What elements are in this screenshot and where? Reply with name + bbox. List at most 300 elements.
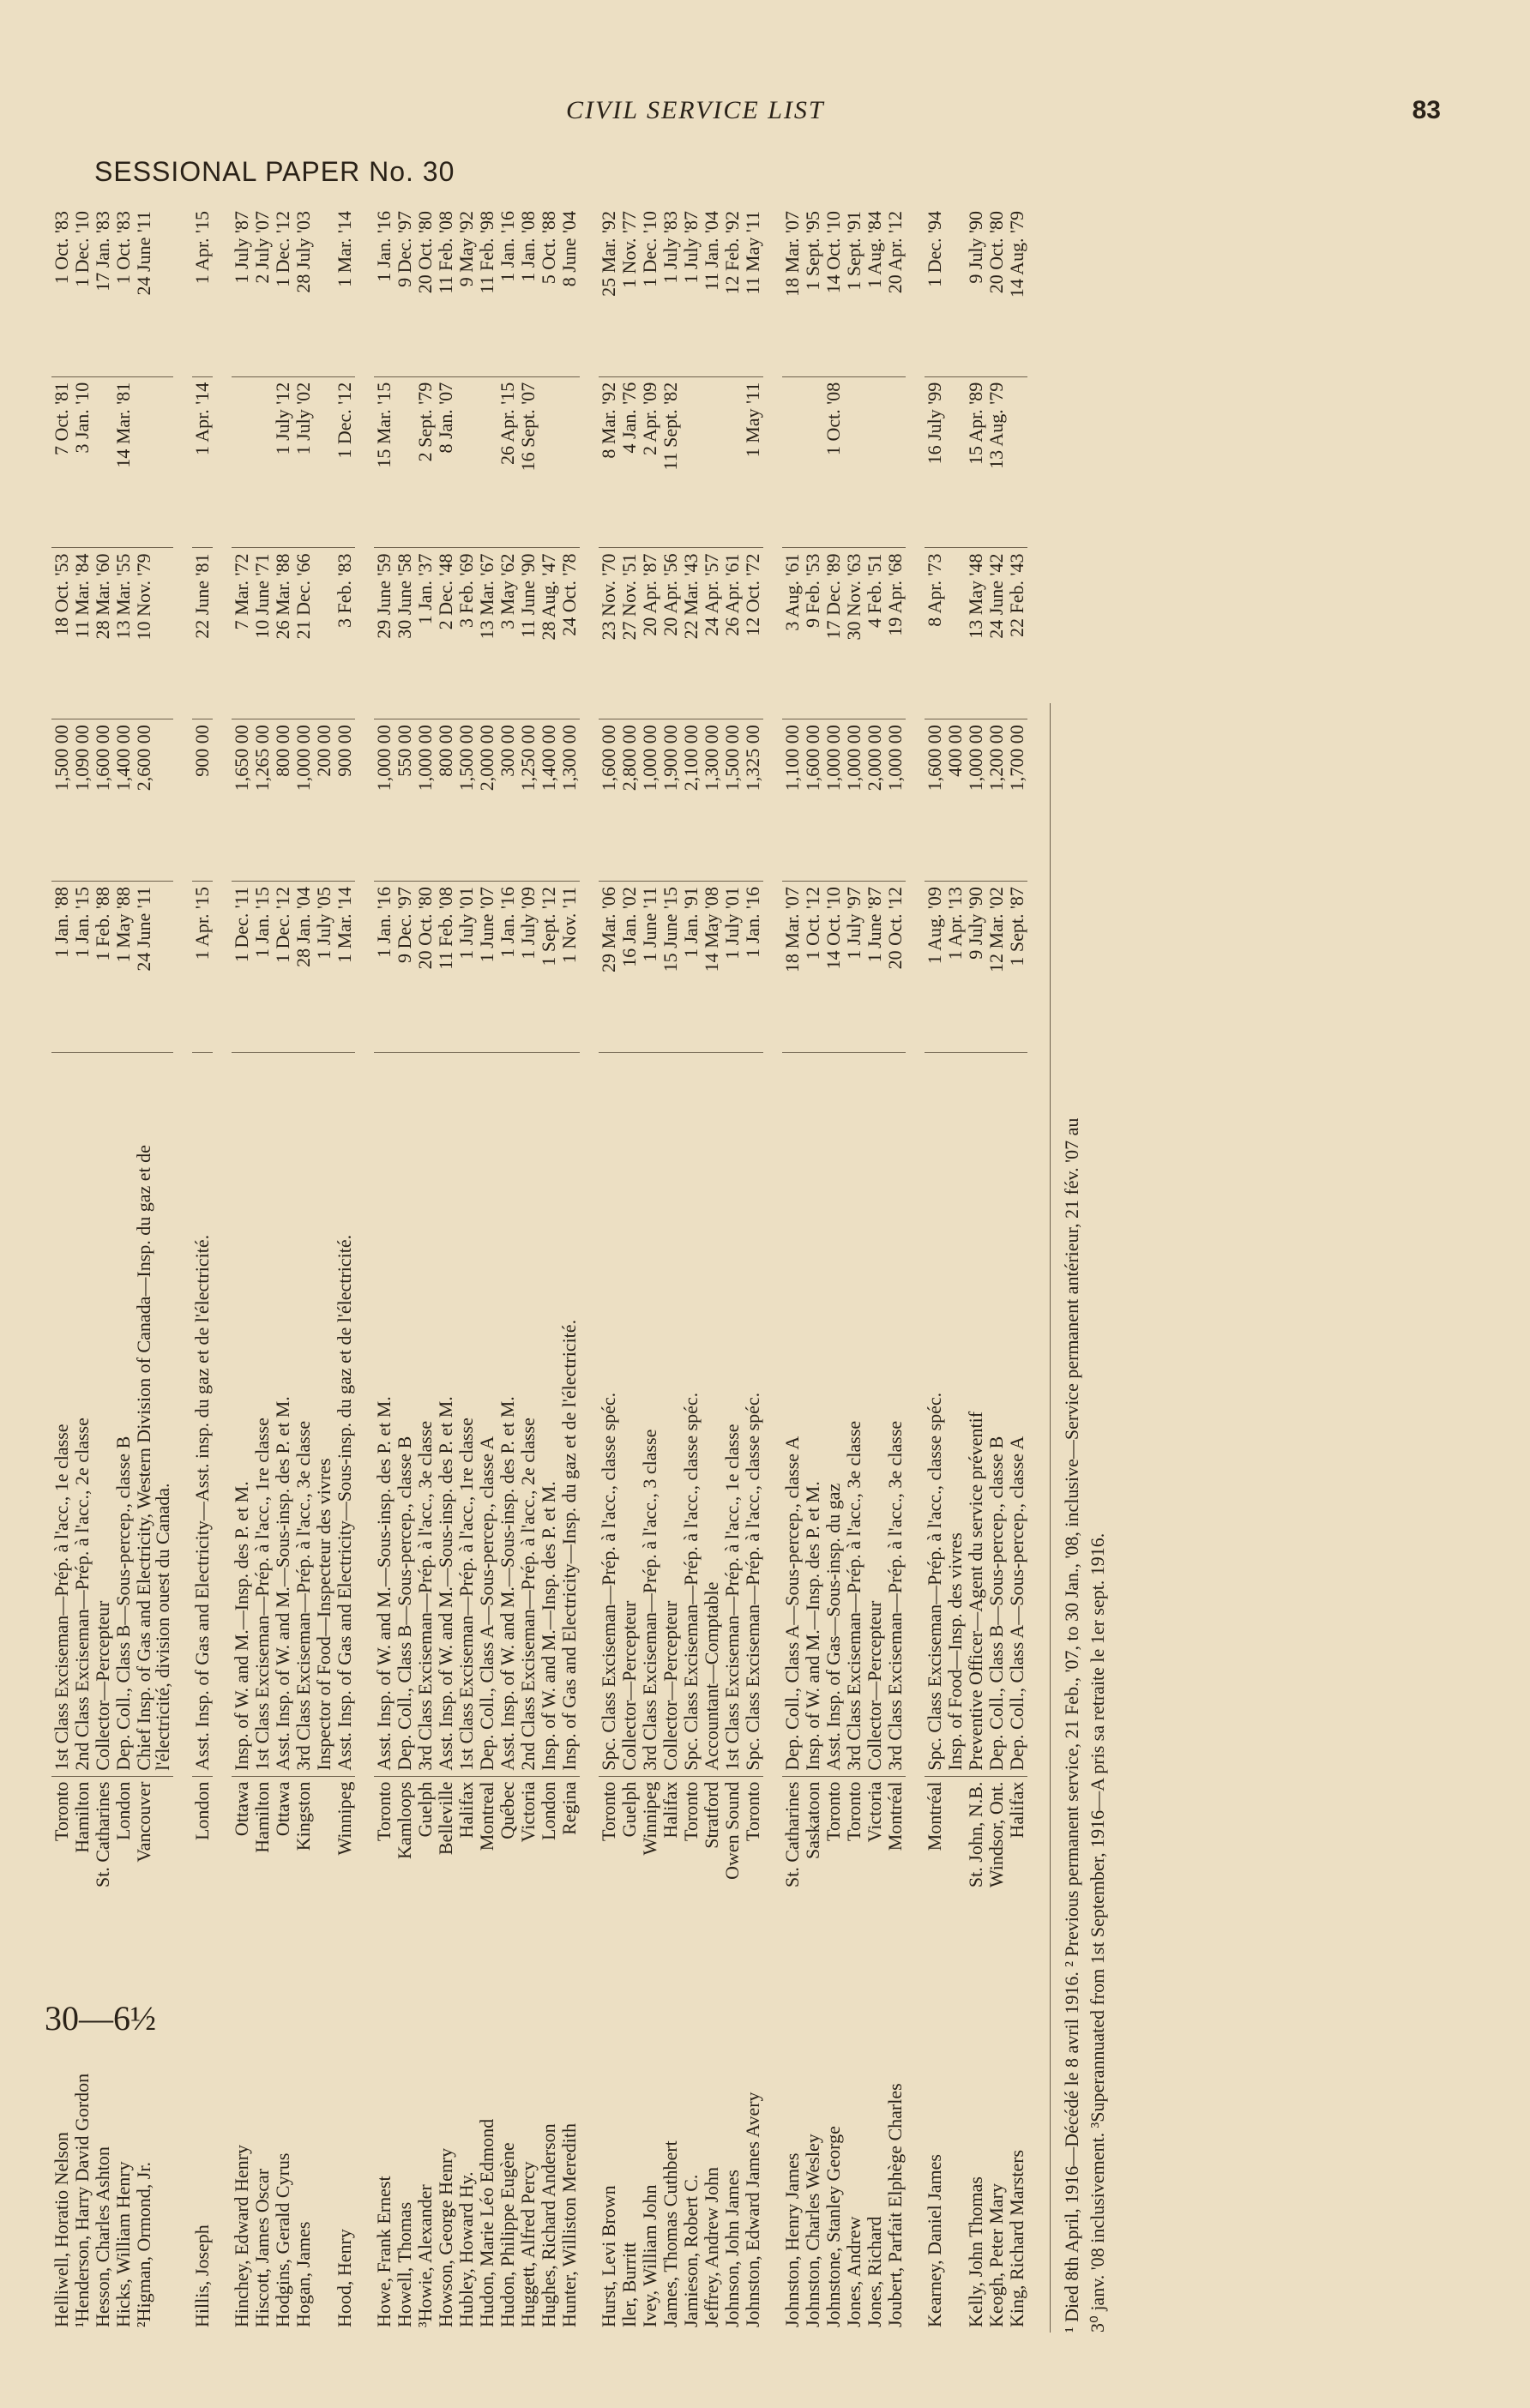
date-first-entry: 14 Mar. '81 <box>113 376 134 548</box>
salary-amount: 1,265 00 <box>252 719 273 882</box>
date-appointed: 9 Dec. '97 <box>395 882 415 1053</box>
date-appointed: 29 Mar. '06 <box>599 882 619 1053</box>
employee-name: Hogan, James <box>292 2221 314 2327</box>
position-title: 3rd Class Exciseman—Prép. à l'acc., 3e classe <box>293 1052 314 1776</box>
position-title: Dep. Coll., Class A—Sous-percep., classe A <box>1007 1052 1027 1776</box>
table-row <box>925 206 945 2333</box>
office-location: Winnipeg <box>640 1776 660 1984</box>
table-row <box>885 206 906 2333</box>
employee-name: Ivey, William John <box>639 2184 660 2327</box>
office-location <box>314 1776 334 1984</box>
date-appointed: 1 Jan. '91 <box>681 882 702 1053</box>
date-present-rank: 9 Dec. '97 <box>394 211 415 287</box>
table-row <box>702 206 722 2333</box>
date-of-birth: 19 Apr. '68 <box>885 548 906 719</box>
date-present-rank: 20 Oct. '80 <box>414 211 436 294</box>
table-row <box>314 206 334 2333</box>
date-of-birth: 1 Jan. '37 <box>415 548 436 719</box>
salary-amount: 1,000 00 <box>966 719 986 882</box>
date-of-birth: 10 Nov. '79 <box>134 548 173 719</box>
office-location: Regina <box>559 1776 580 1984</box>
date-of-birth: 24 June '42 <box>986 548 1007 719</box>
date-appointed: 1 July '01 <box>722 882 743 1053</box>
office-location: London <box>539 1776 559 1984</box>
date-appointed: 18 Mar. '07 <box>782 882 803 1053</box>
table-row <box>436 206 456 2333</box>
table-row <box>945 206 966 2333</box>
date-present-rank: 11 Jan. '04 <box>701 211 722 291</box>
date-of-birth: 9 Feb. '53 <box>803 548 823 719</box>
office-location: Victoria <box>518 1776 539 1984</box>
date-first-entry <box>395 376 415 548</box>
date-present-rank: 1 Sept. '95 <box>802 211 823 291</box>
table-row <box>374 206 395 2333</box>
employee-name: Hunter, Williston Meredith <box>558 2123 580 2327</box>
office-location: Halifax <box>660 1776 681 1984</box>
separator-cell <box>906 206 925 2333</box>
date-of-birth: 22 June '81 <box>192 548 213 719</box>
position-title: 3rd Class Exciseman—Prép. à l'acc., 3 classe <box>640 1052 660 1776</box>
position-title: Collector—Percepteur <box>93 1052 113 1776</box>
salary-amount: 900 00 <box>192 719 213 882</box>
date-first-entry: 1 Dec. '12 <box>334 376 355 548</box>
date-present-rank: 28 July '03 <box>292 211 314 293</box>
date-first-entry: 4 Jan. '76 <box>619 376 640 548</box>
office-location: Ottawa <box>232 1776 252 1984</box>
position-title: 2nd Class Exciseman—Prép. à l'acc., 2e classe <box>518 1052 539 1776</box>
employee-name: Jamieson, Robert C. <box>680 2174 702 2327</box>
table-row <box>395 206 415 2333</box>
date-present-rank: 25 Mar. '92 <box>598 211 619 297</box>
date-present-rank: 11 Feb. '08 <box>435 211 456 294</box>
date-appointed: 1 May '88 <box>113 882 134 1053</box>
employee-name: Kelly, John Thomas <box>965 2176 986 2327</box>
position-title: Collector—Percepteur <box>864 1052 885 1776</box>
date-appointed: 1 Jan. '88 <box>51 882 72 1053</box>
date-present-rank: 1 Oct. '83 <box>112 211 134 285</box>
office-location: Hamilton <box>252 1776 273 1984</box>
date-first-entry <box>782 376 803 548</box>
date-first-entry: 2 Apr. '09 <box>640 376 660 548</box>
date-present-rank: 1 July '87 <box>231 211 252 284</box>
date-first-entry: 15 Apr. '89 <box>966 376 986 548</box>
separator-cell <box>763 206 782 2333</box>
date-of-birth: 29 June '59 <box>374 548 395 719</box>
date-appointed: 1 Jan. '15 <box>252 882 273 1053</box>
salary-amount: 1,600 00 <box>599 719 619 882</box>
position-title: Spc. Class Exciseman—Prép. à l'acc., classe spéc. <box>599 1052 619 1776</box>
employee-name: Hughes, Richard Anderson <box>538 2123 559 2327</box>
employee-name: Hubley, Howard Hy. <box>455 2171 477 2327</box>
position-title: Insp. of W. and M.—Insp. des P. et M. <box>803 1052 823 1776</box>
date-appointed: 1 Feb. '88 <box>93 882 113 1053</box>
table-row <box>232 206 252 2333</box>
office-location: London <box>113 1776 134 1984</box>
date-of-birth: 23 Nov. '70 <box>599 548 619 719</box>
date-present-rank: 8 June '04 <box>558 211 580 287</box>
date-of-birth: 3 Feb. '69 <box>456 548 477 719</box>
salary-amount: 1,000 00 <box>844 719 864 882</box>
table-row <box>497 206 518 2333</box>
date-first-entry <box>885 376 906 548</box>
table-row <box>966 206 986 2333</box>
employee-name: Hillis, Joseph <box>191 2224 213 2327</box>
salary-amount: 1,600 00 <box>803 719 823 882</box>
salary-amount: 1,200 00 <box>986 719 1007 882</box>
employee-name: Johnston, Henry James <box>781 2152 803 2327</box>
position-title: Accountant—Comptable <box>702 1052 722 1776</box>
date-present-rank: 14 Oct. '10 <box>822 211 844 294</box>
office-location: Ottawa <box>273 1776 293 1984</box>
office-location: Montréal <box>925 1776 945 1984</box>
civil-service-roster-table <box>51 206 1027 2333</box>
salary-amount: 1,000 00 <box>823 719 844 882</box>
office-location: Saskatoon <box>803 1776 823 1984</box>
employee-name: Jones, Andrew <box>843 2216 864 2327</box>
date-present-rank: 20 Oct. '80 <box>985 211 1007 294</box>
date-of-birth: 20 Apr. '56 <box>660 548 681 719</box>
date-first-entry <box>252 376 273 548</box>
date-first-entry: 13 Aug. '79 <box>986 376 1007 548</box>
position-title: Insp. of W. and M.—Insp. des P. et M. <box>232 1052 252 1776</box>
position-title: 3rd Class Exciseman—Prép. à l'acc., 3e classe <box>885 1052 906 1776</box>
position-title: Dep. Coll., Class B—Sous-percep., classe B <box>113 1052 134 1776</box>
date-appointed: 1 June '87 <box>864 882 885 1053</box>
date-appointed: 16 Jan. '02 <box>619 882 640 1053</box>
group-separator <box>355 206 374 2333</box>
table-row <box>803 206 823 2333</box>
employee-name: Hudon, Philippe Eugène <box>497 2142 518 2327</box>
date-first-entry <box>864 376 885 548</box>
date-present-rank: 1 Aug. '84 <box>864 211 885 289</box>
date-of-birth: 30 June '58 <box>395 548 415 719</box>
office-location: Belleville <box>436 1776 456 1984</box>
table-row <box>51 206 72 2333</box>
date-first-entry <box>681 376 702 548</box>
date-first-entry <box>722 376 743 548</box>
position-title: Spc. Class Exciseman—Prép. à l'acc., classe spéc. <box>925 1052 945 1776</box>
position-title: Insp. of Food—Insp. des vivres <box>945 1052 966 1776</box>
salary-amount: 1,090 00 <box>72 719 93 882</box>
table-row <box>864 206 885 2333</box>
date-of-birth: 24 Apr. '57 <box>702 548 722 719</box>
date-first-entry <box>134 376 173 548</box>
roster-body <box>51 206 1027 2333</box>
employee-name: ³Howie, Alexander <box>414 2184 436 2327</box>
date-of-birth <box>314 548 334 719</box>
employee-name: Joubert, Parfait Elphège Charles <box>884 2083 906 2327</box>
table-row <box>539 206 559 2333</box>
salary-amount: 1,500 00 <box>51 719 72 882</box>
salary-amount: 1,250 00 <box>518 719 539 882</box>
date-appointed: 1 Dec. '11 <box>232 882 252 1053</box>
office-location: Winnipeg <box>334 1776 355 1984</box>
position-title: Asst. Insp. of Gas and Electricity—Sous-insp. du gaz et de l'électricité. <box>334 1052 355 1776</box>
date-of-birth: 8 Apr. '73 <box>925 548 945 719</box>
employee-name: Hurst, Levi Brown <box>598 2185 619 2327</box>
rotated-roster-panel <box>51 206 1509 2333</box>
date-appointed: 20 Oct. '12 <box>885 882 906 1053</box>
position-title: Asst. Insp. of W. and M.—Sous-insp. des P. et M. <box>273 1052 293 1776</box>
office-location <box>945 1776 966 1984</box>
separator-cell <box>355 206 374 2333</box>
office-location: Toronto <box>844 1776 864 1984</box>
employee-name: Hesson, Charles Ashton <box>92 2146 113 2327</box>
date-first-entry <box>314 376 334 548</box>
date-first-entry <box>477 376 497 548</box>
salary-amount: 1,500 00 <box>456 719 477 882</box>
employee-name: Hudon, Marie Léo Edmond <box>476 2118 497 2327</box>
date-appointed: 28 Jan. '04 <box>293 882 314 1053</box>
date-of-birth: 28 Mar. '60 <box>93 548 113 719</box>
date-first-entry <box>456 376 477 548</box>
salary-amount: 1,000 00 <box>885 719 906 882</box>
office-location: Owen Sound <box>722 1776 743 1984</box>
date-present-rank: 1 July '83 <box>660 211 681 284</box>
office-location: Toronto <box>823 1776 844 1984</box>
employee-name: Hodgins, Gerald Cyrus <box>272 2152 293 2327</box>
date-of-birth: 10 June '71 <box>252 548 273 719</box>
date-present-rank: 1 Apr. '15 <box>191 211 213 285</box>
office-location: Toronto <box>374 1776 395 1984</box>
office-location: St. Catharines <box>782 1776 803 1984</box>
date-of-birth: 20 Apr. '87 <box>640 548 660 719</box>
folio-mark: 30—6½ <box>45 1999 156 2038</box>
employee-name: Huggett, Alfred Percy <box>517 2161 539 2327</box>
date-appointed: 14 May '08 <box>702 882 722 1053</box>
date-of-birth: 11 June '90 <box>518 548 539 719</box>
salary-amount: 1,500 00 <box>722 719 743 882</box>
date-first-entry <box>702 376 722 548</box>
employee-name: Jeffrey, Andrew John <box>701 2167 722 2327</box>
date-appointed: 24 June '11 <box>134 882 173 1053</box>
salary-amount: 1,325 00 <box>743 719 763 882</box>
date-first-entry <box>539 376 559 548</box>
office-location: St. Catharines <box>93 1776 113 1984</box>
date-present-rank: 9 July '90 <box>965 211 986 284</box>
date-of-birth: 3 Feb. '83 <box>334 548 355 719</box>
position-title: Spc. Class Exciseman—Prép. à l'acc., classe spéc. <box>743 1052 763 1776</box>
salary-amount: 200 00 <box>314 719 334 882</box>
date-present-rank: 11 Feb. '98 <box>476 211 497 294</box>
group-separator <box>906 206 925 2333</box>
date-appointed: 1 Apr. '15 <box>192 882 213 1053</box>
date-first-entry: 1 May '11 <box>743 376 763 548</box>
table-row <box>293 206 314 2333</box>
date-of-birth: 30 Nov. '63 <box>844 548 864 719</box>
date-first-entry: 8 Jan. '07 <box>436 376 456 548</box>
salary-amount: 1,300 00 <box>559 719 580 882</box>
date-first-entry: 26 Apr. '15 <box>497 376 518 548</box>
employee-name: Hiscott, James Oscar <box>251 2168 273 2327</box>
employee-name: Johnston, Charles Wesley <box>802 2134 823 2327</box>
date-present-rank: 1 Jan. '08 <box>517 211 539 282</box>
date-of-birth: 18 Oct. '53 <box>51 548 72 719</box>
salary-amount: 1,650 00 <box>232 719 252 882</box>
date-first-entry <box>559 376 580 548</box>
date-of-birth: 3 May '62 <box>497 548 518 719</box>
date-of-birth: 21 Dec. '66 <box>293 548 314 719</box>
footnotes <box>1050 703 1110 2333</box>
position-title: Preventive Officer—Agent du service préventif <box>966 1052 986 1776</box>
table-row <box>782 206 803 2333</box>
date-first-entry: 11 Sept. '82 <box>660 376 681 548</box>
table-row <box>986 206 1007 2333</box>
salary-amount: 1,700 00 <box>1007 719 1027 882</box>
date-of-birth: 4 Feb. '51 <box>864 548 885 719</box>
date-appointed: 1 Mar. '14 <box>334 882 355 1053</box>
position-title: Dep. Coll., Class A—Sous-percep., classe A <box>477 1052 497 1776</box>
employee-name: King, Richard Marsters <box>1006 2149 1027 2327</box>
position-title: Collector—Percepteur <box>660 1052 681 1776</box>
table-row <box>477 206 497 2333</box>
sessional-paper-label: SESSIONAL PAPER No. 30 <box>94 156 455 187</box>
date-first-entry <box>1007 376 1027 548</box>
date-first-entry: 1 Oct. '08 <box>823 376 844 548</box>
table-row <box>681 206 702 2333</box>
employee-name <box>945 1984 966 2333</box>
date-appointed: 1 July '05 <box>314 882 334 1053</box>
running-title: CIVIL SERVICE LIST <box>566 96 825 124</box>
position-title: 1st Class Exciseman—Prép. à l'acc., 1re classe <box>456 1052 477 1776</box>
date-of-birth: 17 Dec. '89 <box>823 548 844 719</box>
date-first-entry: 8 Mar. '92 <box>599 376 619 548</box>
date-present-rank: 1 Mar. '14 <box>334 211 355 287</box>
office-location: Toronto <box>599 1776 619 1984</box>
salary-amount: 1,900 00 <box>660 719 681 882</box>
employee-name: Iler, Burritt <box>618 2242 640 2327</box>
separator-cell <box>580 206 599 2333</box>
table-row <box>93 206 113 2333</box>
date-present-rank: 18 Mar. '07 <box>781 211 803 297</box>
footnote-line: 3⁰ janv. '08 inclusivement. ³Superannuated from 1st September, 1916—A pris sa retraite le 1er sept. 1916. <box>1086 1532 1108 2333</box>
employee-name: Hood, Henry <box>334 2229 355 2327</box>
office-location: Hamilton <box>72 1776 93 1984</box>
office-location: London <box>192 1776 213 1984</box>
date-appointed: 1 Nov. '11 <box>559 882 580 1053</box>
position-title: 3rd Class Exciseman—Prép. à l'acc., 3e classe <box>844 1052 864 1776</box>
office-location: Halifax <box>456 1776 477 1984</box>
date-appointed: 1 July '97 <box>844 882 864 1053</box>
table-row <box>334 206 355 2333</box>
salary-amount: 1,000 00 <box>293 719 314 882</box>
footnote-line: ¹ Died 8th April, 1916—Décédé le 8 avril 1916. ² Previous permanent service, 21 Feb., '07, to 30 Jan., '08, inclusive—Service permanent antérieur, 21 fév. '07 au <box>1061 1117 1082 2333</box>
date-first-entry: 16 Sept. '07 <box>518 376 539 548</box>
table-row <box>192 206 213 2333</box>
office-location: Vancouver <box>134 1776 173 1984</box>
position-title: Dep. Coll., Class B—Sous-percep., classe B <box>395 1052 415 1776</box>
office-location: Montréal <box>885 1776 906 1984</box>
salary-amount: 400 00 <box>945 719 966 882</box>
position-title: Insp. of Gas and Electricity—Insp. du gaz et de l'électricité. <box>559 1052 580 1776</box>
date-present-rank: 12 Feb. '92 <box>721 211 743 295</box>
table-row <box>518 206 539 2333</box>
table-row <box>844 206 864 2333</box>
table-row <box>134 206 173 2333</box>
office-location: Guelph <box>619 1776 640 1984</box>
office-location: Montreal <box>477 1776 497 1984</box>
date-first-entry: 2 Sept. '79 <box>415 376 436 548</box>
group-separator <box>173 206 192 2333</box>
salary-amount: 900 00 <box>334 719 355 882</box>
position-title: Asst. Insp. of Gas and Electricity—Asst. insp. du gaz et de l'électricité. <box>192 1052 213 1776</box>
date-appointed: 15 June '15 <box>660 882 681 1053</box>
table-row <box>559 206 580 2333</box>
salary-amount: 2,600 00 <box>134 719 173 882</box>
date-of-birth: 26 Apr. '61 <box>722 548 743 719</box>
separator-cell <box>173 206 192 2333</box>
date-present-rank: 1 July '87 <box>680 211 702 284</box>
date-present-rank: 5 Oct. '88 <box>538 211 559 285</box>
date-appointed: 20 Oct. '80 <box>415 882 436 1053</box>
date-present-rank: 24 June '11 <box>133 211 154 296</box>
employee-name: Johnstone, Stanley George <box>822 2126 844 2327</box>
employee-name: ¹Henderson, Harry David Gordon <box>71 2073 93 2327</box>
date-of-birth: 13 May '48 <box>966 548 986 719</box>
date-of-birth: 2 Dec. '48 <box>436 548 456 719</box>
date-of-birth: 11 Mar. '84 <box>72 548 93 719</box>
date-present-rank: 2 July '07 <box>251 211 273 284</box>
date-of-birth: 12 Oct. '72 <box>743 548 763 719</box>
date-present-rank: 1 Nov. '77 <box>618 211 640 288</box>
employee-name: James, Thomas Cuthbert <box>660 2140 681 2327</box>
table-row <box>113 206 134 2333</box>
office-location: St. John, N.B. <box>966 1776 986 1984</box>
position-title: 1st Class Exciseman—Prép. à l'acc., 1re classe <box>252 1052 273 1776</box>
group-separator <box>213 206 232 2333</box>
date-appointed: 1 Jan. '15 <box>72 882 93 1053</box>
employee-name: Hicks, William Henry <box>112 2161 134 2327</box>
date-of-birth: 22 Mar. '43 <box>681 548 702 719</box>
table-row <box>660 206 681 2333</box>
date-appointed: 1 Jan. '16 <box>497 882 518 1053</box>
date-appointed: 1 June '11 <box>640 882 660 1053</box>
date-first-entry: 15 Mar. '15 <box>374 376 395 548</box>
office-location: Kingston <box>293 1776 314 1984</box>
date-present-rank: 1 Dec. '12 <box>272 211 293 287</box>
date-appointed: 1 Aug. '09 <box>925 882 945 1053</box>
employee-name: Jones, Richard <box>864 2216 885 2327</box>
position-title: Chief Insp. of Gas and Electricity, Western Division of Canada—Insp. du gaz et de l'électricité, division ouest du Canada. <box>134 1052 173 1776</box>
date-first-entry <box>945 376 966 548</box>
office-location: Toronto <box>743 1776 763 1984</box>
date-of-birth: 22 Feb. '43 <box>1007 548 1027 719</box>
date-first-entry: 1 July '02 <box>293 376 314 548</box>
date-present-rank: 11 May '11 <box>742 211 763 295</box>
date-appointed: 1 July '01 <box>456 882 477 1053</box>
date-present-rank <box>314 206 334 376</box>
office-location: Stratford <box>702 1776 722 1984</box>
position-title: Asst. Insp. of W. and M.—Sous-insp. des P. et M. <box>497 1052 518 1776</box>
date-appointed: 1 Dec. '12 <box>273 882 293 1053</box>
employee-name: Hinchey, Edward Henry <box>231 2145 252 2327</box>
date-first-entry: 7 Oct. '81 <box>51 376 72 548</box>
salary-amount: 1,600 00 <box>925 719 945 882</box>
position-title: 1st Class Exciseman—Prép. à l'acc., 1e classe <box>51 1052 72 1776</box>
salary-amount: 2,100 00 <box>681 719 702 882</box>
date-of-birth: 26 Mar. '88 <box>273 548 293 719</box>
salary-amount: 550 00 <box>395 719 415 882</box>
table-row <box>273 206 293 2333</box>
position-title: Asst. Insp. of Gas—Sous-insp. du gaz <box>823 1052 844 1776</box>
date-present-rank: 1 Jan. '16 <box>497 211 518 282</box>
employee-name: Howell, Thomas <box>394 2201 415 2327</box>
employee-name <box>314 1984 334 2333</box>
date-appointed: 1 Jan. '16 <box>374 882 395 1053</box>
position-title: Spc. Class Exciseman—Prép. à l'acc., classe spéc. <box>681 1052 702 1776</box>
date-first-entry <box>844 376 864 548</box>
office-location: Guelph <box>415 1776 436 1984</box>
